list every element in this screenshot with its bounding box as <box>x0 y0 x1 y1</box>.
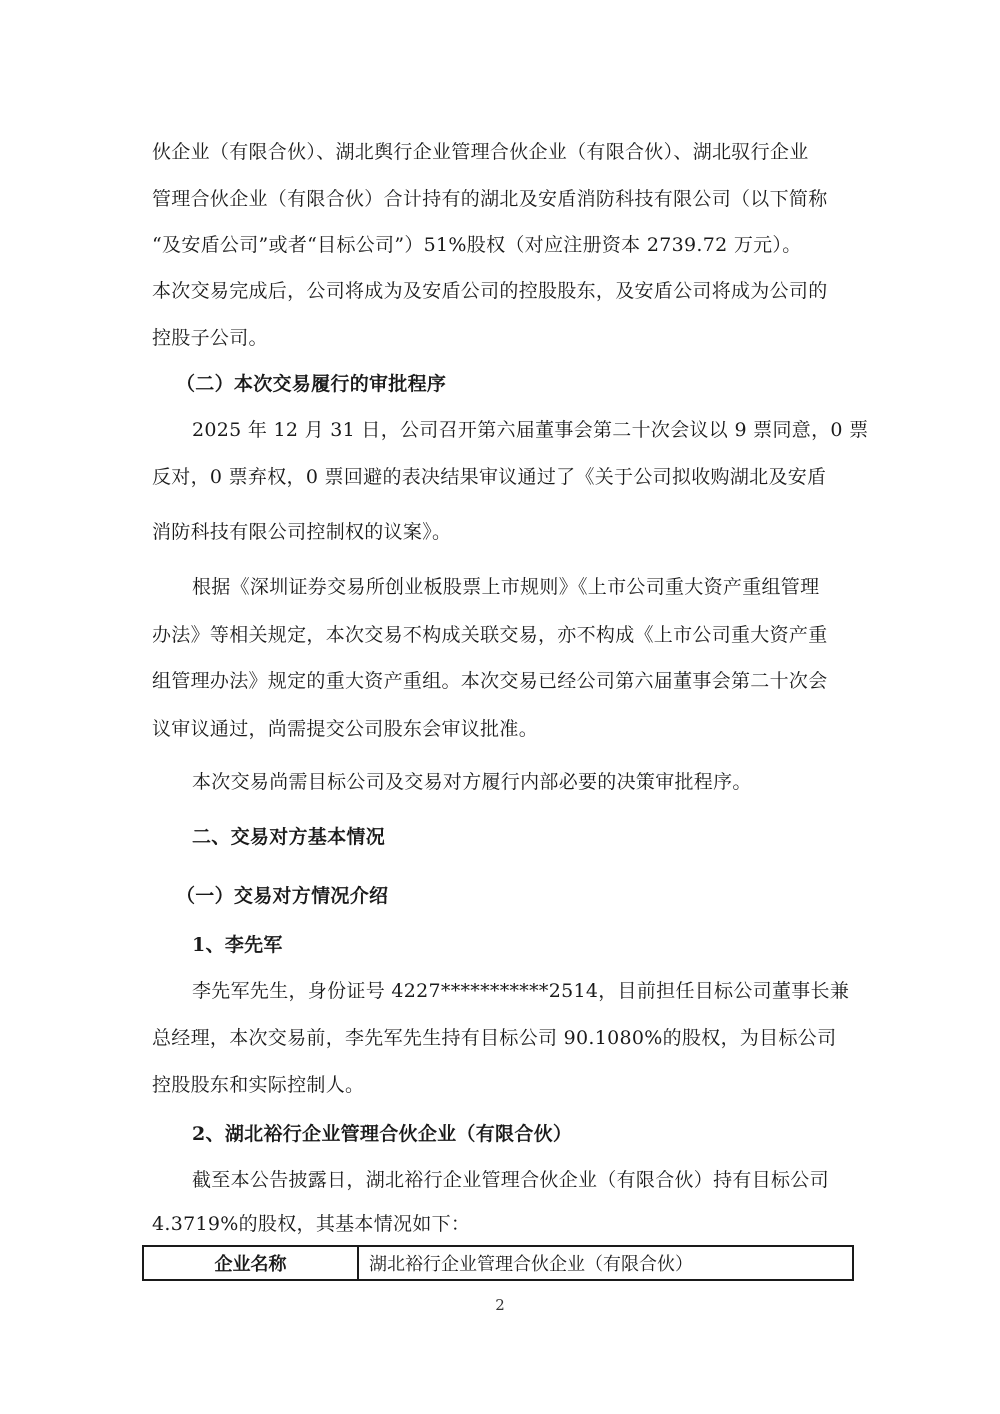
paragraph-1-line-2: 管理合伙企业（有限合伙）合计持有的湖北及安盾消防科技有限公司（以下简称 <box>152 188 828 210</box>
paragraph-1-line-4: 本次交易完成后，公司将成为及安盾公司的控股股东，及安盾公司将成为公司的 <box>152 280 828 302</box>
paragraph-5-line-3: 控股股东和实际控制人。 <box>152 1074 365 1096</box>
heading-person-li-xianjun: 1、李先军 <box>192 934 283 956</box>
paragraph-2-line-3: 消防科技有限公司控制权的议案》。 <box>152 521 452 543</box>
paragraph-3-line-3: 组管理办法》规定的重大资产重组。本次交易已经公司第六届董事会第二十次会 <box>152 670 828 692</box>
enterprise-name-label: 企业名称 <box>143 1246 358 1280</box>
paragraph-6-line-2: 4.3719%的股权，其基本情况如下： <box>152 1213 471 1235</box>
enterprise-name-value: 湖北裕行企业管理合伙企业（有限合伙） <box>358 1246 853 1280</box>
paragraph-3-line-2: 办法》等相关规定，本次交易不构成关联交易，亦不构成《上市公司重大资产重 <box>152 624 828 646</box>
paragraph-3-line-4: 议审议通过，尚需提交公司股东会审议批准。 <box>152 718 539 740</box>
heading-counterparty-intro: （一）交易对方情况介绍 <box>176 885 389 907</box>
paragraph-1-line-5: 控股子公司。 <box>152 327 268 349</box>
heading-enterprise-yuxing: 2、湖北裕行企业管理合伙企业（有限合伙） <box>192 1123 573 1145</box>
paragraph-1-line-1: 伙企业（有限合伙）、湖北舆行企业管理合伙企业（有限合伙）、湖北驭行企业 <box>152 141 809 163</box>
enterprise-info-table <box>142 1245 854 1281</box>
paragraph-2-line-2: 反对，0 票弃权，0 票回避的表决结果审议通过了《关于公司拟收购湖北及安盾 <box>152 466 827 488</box>
paragraph-1-line-3: “及安盾公司”或者“目标公司”）51%股权（对应注册资本 2739.72 万元）。 <box>152 234 802 256</box>
paragraph-5-line-2: 总经理，本次交易前，李先军先生持有目标公司 90.1080%的股权，为目标公司 <box>152 1027 837 1049</box>
page-number: 2 <box>495 1296 505 1314</box>
paragraph-6-line-1: 截至本公告披露日，湖北裕行企业管理合伙企业（有限合伙）持有目标公司 <box>192 1169 829 1191</box>
paragraph-5-line-1: 李先军先生，身份证号 4227***********2514，目前担任目标公司董事长兼 <box>192 980 850 1002</box>
heading-approval-procedure: （二）本次交易履行的审批程序 <box>176 373 447 395</box>
table-row <box>143 1246 853 1280</box>
paragraph-4: 本次交易尚需目标公司及交易对方履行内部必要的决策审批程序。 <box>192 771 752 793</box>
heading-counterparty-basics: 二、交易对方基本情况 <box>192 826 386 848</box>
paragraph-2-line-1: 2025 年 12 月 31 日，公司召开第六届董事会第二十次会议以 9 票同意，0 票 <box>192 419 869 441</box>
paragraph-3-line-1: 根据《深圳证券交易所创业板股票上市规则》《上市公司重大资产重组管理 <box>192 576 820 598</box>
